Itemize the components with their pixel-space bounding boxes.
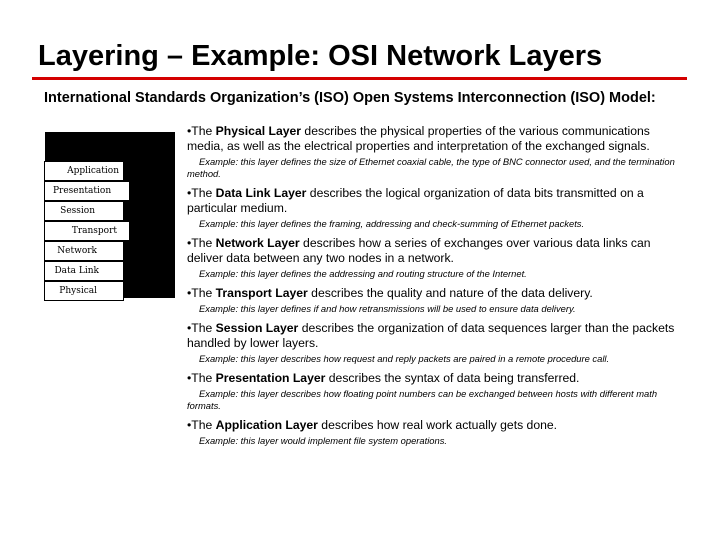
layer-label-transport: Transport bbox=[71, 226, 117, 236]
example-text: Example: this layer defines if and how retransmissions will be used to ensure data delivery. bbox=[199, 303, 576, 314]
layer-network bbox=[44, 241, 124, 261]
layer-name: Network Layer bbox=[215, 236, 300, 250]
example-text: Example: this layer defines the framing, addressing and check-summing of Ethernet packets. bbox=[199, 218, 585, 229]
item-physical bbox=[187, 124, 687, 180]
example-text: Example: this layer describes how floating point numbers can be exchanged between hosts with different math formats. bbox=[187, 388, 658, 411]
osi-stack-diagram bbox=[0, 0, 180, 310]
layer-name: Transport Layer bbox=[215, 286, 308, 300]
item-transport bbox=[187, 286, 687, 315]
example-text: Example: this layer describes how request and reply packets are paired in a remote procedure call. bbox=[199, 353, 610, 364]
layer-label-application: Application bbox=[67, 166, 119, 176]
layer-label-data-link: Data Link bbox=[54, 266, 99, 276]
layer-session bbox=[44, 201, 124, 221]
layer-label-network: Network bbox=[57, 246, 97, 256]
layer-descriptions bbox=[187, 124, 687, 453]
item-application bbox=[187, 418, 687, 447]
layer-name: Session Layer bbox=[215, 321, 299, 335]
example-text: Example: this layer defines the size of Ethernet coaxial cable, the type of BNC connector used, and the termination method. bbox=[187, 156, 675, 179]
item-session bbox=[187, 321, 687, 365]
item-presentation bbox=[187, 371, 687, 412]
page-title: Layering – Example: OSI Network Layers bbox=[38, 40, 603, 72]
layer-label-physical: Physical bbox=[59, 286, 97, 296]
bullet-text: •The Physical Layer describes the physical properties of the various communications media, as well as the electrical properties and interpretation of the exchanged signals. bbox=[187, 124, 650, 153]
bullet-text: •The Presentation Layer describes the syntax of data being transferred. bbox=[187, 371, 580, 385]
layer-application bbox=[44, 161, 124, 181]
layer-name: Physical Layer bbox=[215, 124, 302, 138]
layer-transport bbox=[44, 221, 130, 241]
layer-name: Presentation Layer bbox=[215, 371, 326, 385]
bullet-text: •The Session Layer describes the organization of data sequences larger than the packets handled by lower layers. bbox=[187, 321, 675, 350]
bullet-text: •The Network Layer describes how a series of exchanges over various data links can deliver data between any two nodes in a network. bbox=[187, 236, 651, 265]
bullet-text: •The Transport Layer describes the quality and nature of the data delivery. bbox=[187, 286, 593, 300]
layer-physical bbox=[44, 281, 124, 301]
layer-name: Application Layer bbox=[215, 418, 318, 432]
layer-presentation bbox=[44, 181, 130, 201]
layer-data-link bbox=[44, 261, 124, 281]
bullet-text: •The Data Link Layer describes the logical organization of data bits transmitted on a particular medium. bbox=[187, 186, 644, 215]
layer-label-session: Session bbox=[60, 206, 95, 216]
layer-label-presentation: Presentation bbox=[53, 186, 112, 196]
item-data-link bbox=[187, 186, 687, 230]
item-network bbox=[187, 236, 687, 280]
example-text: Example: this layer would implement file system operations. bbox=[199, 435, 448, 446]
example-text: Example: this layer defines the addressing and routing structure of the Internet. bbox=[199, 268, 527, 279]
layer-name: Data Link Layer bbox=[215, 186, 307, 200]
bullet-text: •The Application Layer describes how real work actually gets done. bbox=[187, 418, 558, 432]
subtitle: International Standards Organization’s (ISO) Open Systems Interconnection (ISO) Model: bbox=[44, 90, 656, 106]
